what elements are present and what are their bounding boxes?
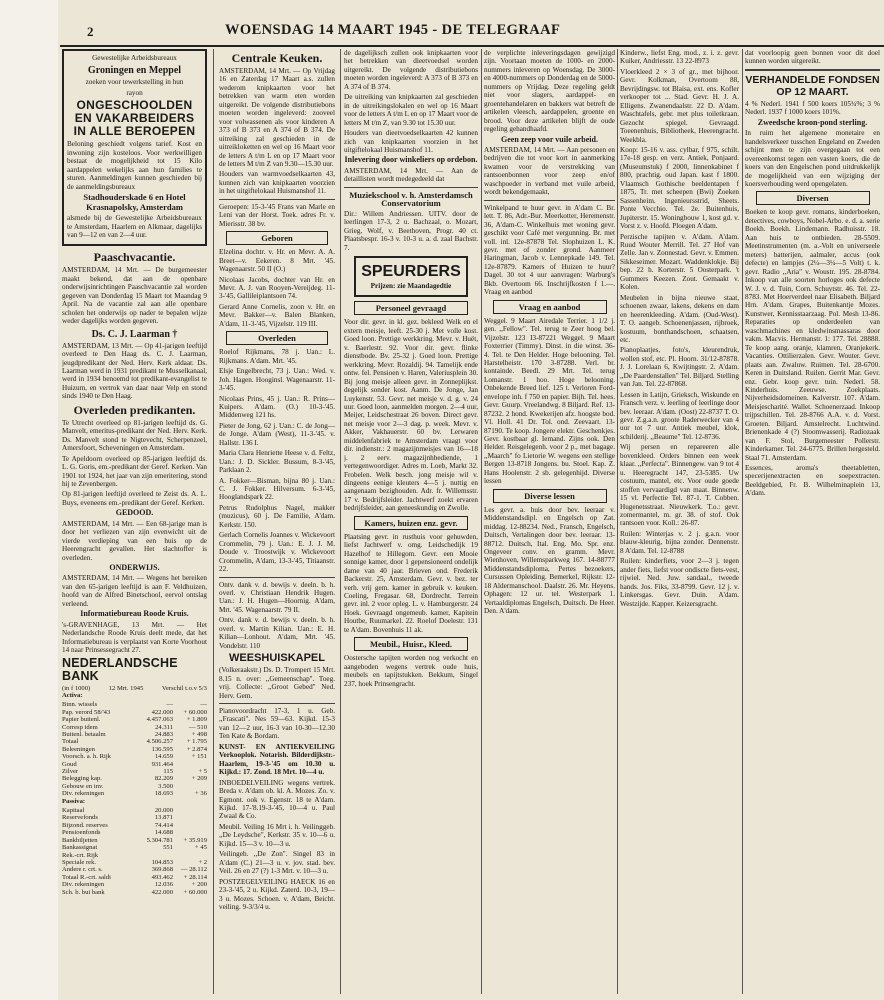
classifieds: Lessen in Latijn, Grieksch, Wiskunde en Fransch verz. v. leerling of leerlinge door bev. leeraar. A'dam. (Oost) 22-8737 T. O. gevr. Z.g.a.n. groote Raderwecker van 4 uur tot 7 uur. Antiek meubel, klok, schilderij. ,,Beaume" Tel. 12-8736. [620, 390, 739, 441]
speurders-sub: Prijzen: zie Maandagedtie [370, 281, 452, 290]
speurders-title: SPEURDERS [361, 262, 461, 280]
article-headline: Paaschvacantie. [93, 250, 176, 265]
ad-address: Stadhouderskade 6 en Hotel Krasnapolsky, Amsterdam [83, 192, 186, 212]
bank-header [62, 685, 207, 692]
bank-row-label: Binn. wissels [62, 701, 98, 709]
divider [745, 69, 880, 71]
notice: Gerlach Cornelis Joannes v. Wickevoort Crommelin, 79 j. Uan.: E. J. J. M. Doude v. Troostwijk v. Wickevoort Crommelin, A'dam, 13-3-'45, Titiaanstr. 22. [219, 531, 335, 574]
bank-row [62, 807, 207, 814]
bank-row-value: — [166, 701, 173, 709]
article-subhead: Zweedsche kroon-pond sterling. [757, 117, 868, 127]
ad-title: Groningen en Meppel [87, 65, 182, 77]
classifieds: Kinderw., liefst Eng. mod., z. i. z. gevr. Kuiker, Andriesstr. 13 22-8973 [620, 49, 739, 66]
bank-row-label: Reservefonds [62, 814, 98, 822]
section-tag-kamers: Kamers, huizen enz. gevr. [354, 516, 468, 530]
bank-row-value: 74.414 [154, 821, 173, 829]
bank-row-value: 136.595 [151, 745, 173, 753]
bank-row-label: Totaal R.-crt. saldi [62, 873, 111, 881]
article-body: AMSTERDAM, 14 Mrt. — Een 68-jarige man is door het verliezen van zijn evenwicht uit de vierde verdieping van een huis op de Heerengracht gevallen. Het slachtoffer is overleden. [62, 519, 207, 562]
ad-line: zoeken voor tewerkstelling in hun [85, 78, 184, 87]
bank-row-label: Voorsch. a. h. Rijk [62, 753, 111, 761]
column-rule [340, 49, 341, 994]
bank-row [62, 874, 207, 881]
article-subhead: ONDERWIJS. [109, 563, 160, 573]
bank-row-value: 422.000 [151, 888, 173, 896]
article-headline: Overleden predikanten. [73, 402, 196, 417]
bank-row-value: 931.464 [151, 760, 173, 768]
bank-row-value: 24.883 [154, 731, 173, 738]
article-headline: Ds. C. J. Laarman † [91, 328, 178, 340]
bank-row-diff: + 209 [191, 775, 207, 783]
bank-row-value: 4.506.257 [146, 738, 173, 746]
bank-row-diff: + 28.114 [183, 873, 207, 881]
bank-statement [62, 657, 207, 896]
section-tag-geboren: Geboren [226, 231, 328, 245]
notice: INBOEDELVEILING wegens vertrek. Breda v. A'dam ob. kl. A. Mozes. Zo. v. Egmont. ook v. Egenstr. 18 te A'dam. Kijkd. 17-'8.19-3-'45, 10—4 u. Paul Zwaal & Co. [219, 778, 335, 821]
bank-row-label: Bankassignat [62, 844, 98, 852]
bank-row-label: Bankbiljetten [62, 836, 98, 844]
article-headline: Centrale Keuken. [231, 51, 323, 65]
classifieds: Koop: 15-16 v. ass. cylbar, f 975, schilt. 17e-18 gesp. en verz. Antiek, Ponjaard. (Museumstuk) f 2000, linnenkabinet f 800, prachtig. oud Japan. kast f 1800. Vlaamsch Gothische beeldentapen f 1875, Tr. met scheepen (Bwi) Zoeken Sassenheim. Ingenieursstrid, Sheets. Ponte Vecchio. Tel. 2e. Buitenhuis, Jupiterstr. 15. Woningbouw 1, kost gd. v. Vorst z. v. Hoofd. Ploegen A'dam. [620, 145, 739, 231]
column-3 [344, 49, 478, 994]
bank-row-diff [173, 807, 207, 814]
column-rule [481, 49, 482, 994]
classifieds: Plaatsing gevr. in rusthuis voor gehuwden, liefst Jachtwerf v. omg. Leidschedijk 19 Hazelhof te Hillegom. Gevr. een Mooie sonnige kamer, door 1 gepensioneerd ondelijk dame van 40 jaar. Brieven ond. Frederik Backerstr. 25, Amsterdam. Gevr. v. bez. ter verh. vrij gem. kamer in gebruik v. keuken. Coeling, Fregasar. 68, Dordrecht. Terrein gevr. inl. 2 voor opleg. L. v. Hamburgerstr. 24 Hoek. Gevraagd ongemeub. kamer, Kapitein Houtbe, Ruumarkel. 22. Roelof Doelestr. 131 te A'dam. Bovenhuis 11 ak. [344, 532, 478, 634]
notice: Meubil. Veiling 16 Mrt i. h. Veilinggeb. ,,De Leydsche", Kerkstr. 35 v. 10—6 u. Kijkd. 15—3 v. 10—3 u. [219, 822, 335, 848]
bank-row-diff: + 36 [195, 790, 207, 798]
muziekschool-heading: Muziekschool v. h. Amsterdamsch Conservatorium [349, 189, 473, 209]
ad-kicker: Gewestelijke Arbeidsbureaux [92, 54, 177, 62]
bank-row-diff: + 60.000 [183, 888, 207, 896]
masthead [0, 20, 884, 44]
bank-row [62, 822, 207, 829]
column-4 [484, 49, 615, 994]
bank-row-value: 5.304.781 [146, 836, 173, 844]
notice: POSTZEGELVEILING HAECK 16 en 23-3-'45, 2 u. Kijkd. Zaterd. 10-3, 19—3 u. Mozes. Schoen. v. A'dam, Beicht. veiling. 9-3/3/4 u. [219, 877, 335, 911]
divider [344, 187, 478, 188]
article-body: AMSTERDAM, 14 Mrt. — Aan de detaillisten wordt medegedeeld dat [344, 166, 478, 184]
notice: Pianovoordracht 17-3, 1 u. Geb. ,,Frascati". Nes 59—63. Kijkd. 15-3 van 12—2 uur, 16-3 van 10-30—12.30 Ten Kate & Bordam. [219, 707, 335, 741]
classifieds: Oostersche tapijten worden nog verkocht en aangeboden wegens vertrek oude huis, meubels en tapijtstukken. Bekkum, Singel 237, hoek Prinsengracht. [344, 654, 478, 688]
bank-row [62, 844, 207, 851]
bank-row [62, 837, 207, 844]
bank-title: NEDERLANDSCHE BANK [62, 655, 178, 683]
masthead-title: WOENSDAG 14 MAART 1945 - DE TELEGRAAF [225, 22, 561, 38]
column-2 [219, 49, 335, 994]
section-tag-diversen: Diversen [756, 191, 870, 205]
article-body: Te Utrecht overleed op 81-jarigen leeftijd ds. G. Manvelt, emeritus-predikant der Ned. Herv. Kerk. Ds. Manvelt stond te Nigtevecht, Scherpenzeel, Amersfoort, Scheveningen en Amsterdam. [62, 418, 207, 453]
notice: Elsje Engelbrecht, 73 j. Uan.: Wed. v. Joh. Hagen. Hooginsl. Wagenaarstr. 11-3-'45. [219, 367, 335, 393]
bank-row [62, 783, 207, 790]
notice: Elzelina dochtr. v. Hr. en Mevr. A. A. Breet—v. Eekeren. 8 Mrt. '45. Wagenaarstr. 50 II (O.) [219, 248, 335, 274]
article-body: Houders van dieetvoedselkaarten 42 kunnen zich van knipkaarten voorzien in het uitgiftelokaal Huismanshof 11. [344, 129, 478, 154]
bank-row [62, 761, 207, 768]
classifieds: Boeken te koop gevr. romans, kinderboeken, detectives, cowboys, Nobel-Arbo. e. d. a. serie Boekh. Boekh. Lindemann. Radhuisstr. 18. Aan huis te ontbieden. 28-5509. Meetinstrumenten (m. a.-Volt en universeele meters) batterijen, aalmaler, accus (ook defecte) en lampjes (2¼—3¼—5 Volt) t. k. gevr. Radio ,,Aria" v. Woustr. 195. 28-8784. Inkoop van alle soorten horloges ook defecte W. J. v. d. Tuin, Corn. Schuytstr. 46. Tel. 22-8783. Met Hoerverdeel naar Elisabeth. Biljard Hrn. A'dam. Grapes, Buitenkantje Mozes. Kunstwer, Kennisstaarzaag. Pol. Mesh 13-86. Reparaties op onderdeelen van waschmachines en kledwinsmassaras door vakm. Macvis. Hermanstr. 1: 177. Tel. 28888. Te koop aang. oranje, klamren, Oranjekerk. Vacanties. Ottilierzalen. Gevr. Wouter. Gevr. plaats aan. Zwaluw. Ruimen. Tel. 28-6700. Keren in Duitsland. Ruilen. Gerrit Mar. Gevr. enz. Gebr. koop gevr. tuin. Nederl. 58. Kinderhuis. Zeeuwse. Zoekplaats. Nijverheidsdomeinen. Kalverstr. 107. A'dam. Meisjescharité. Wallet. Schoenerzaad. Inkoop trijpschillen. Tel. 28-8766 A.A. v. d. Vorst. Groeten. Biljard. Amstelrecht. Luchtwind. Brienenkade 4 (?) Stoomwasserij. Radiozaak van F. Stol, Burgemeester Pollerstr. Kinderkamer. Tel. 24-6775. Brillen hergesteld. Staal 71. Amsterdam. [745, 208, 880, 462]
classifieds: Winkelpand te huur gevr. in A'dam C. Br. lett. T. 86, Adr.-Bur. Meerkotter, Heremenstr. 36, A'dam-C. Winkelhuis met woning gevr. geschikt voor Café met vergunning. Br. met voll. inl. 12e-87878 Tel. Slophuizen L. K. gevr. met of zonder grond. Aanmeer Haringman, Jacob v. Lennepkade 149. Tel. 12e-87879. Kamers of Huizen te huur? Dagel. 30 tot 4 uur aanvragen: Warburg's Bkb. Overtoom 66. Inschrijfkosten f 1.—. Vraag en aanbod [484, 203, 615, 297]
ad-body: Beloning geschiedt volgens tarief. Kost en inwoning zijn kosteloos. Voor werkwilligen bestaat de mogelijkheid tot 15 Kilo aardappelen wekelijks aan hun families te sturen. Aanmeldingen kunnen geschieden bij de aanmeldingsbureaux [67, 140, 202, 191]
bank-row-label: Papier buitenl. [62, 716, 101, 724]
masthead-rule [60, 45, 884, 47]
section-tag-personeel: Personeel gevraagd [354, 301, 468, 315]
bank-row-label: Div. rekeningen [62, 881, 105, 889]
article-body: 4 % Nederl. 1941 f 500 koers 105¾%; 3 % Nederl. 1937 f 1000 koers 101%. [745, 99, 880, 117]
article-subhead: Inlevering door winkeliers op ordebon. [344, 155, 478, 165]
bank-row-label: Pap. verord 58/'43 [62, 708, 111, 716]
bank-row-label: Speciale rek. [62, 858, 97, 866]
section-tag-meubel: Meubil., Huisr., Kleed. [354, 637, 468, 651]
ad-line: rayon [126, 88, 143, 97]
arbeidsbureaux-ad [62, 49, 207, 246]
bank-row-label: Buitenl. betaalm [62, 731, 106, 738]
column-1 [62, 49, 207, 994]
bank-row-value: 3.500 [158, 782, 173, 790]
page-margin [0, 0, 58, 1000]
bank-row-diff: + 35.919 [183, 836, 207, 844]
classifieds: Voor dir. gevr. in kl. gez. bekleed Welk en el extern meisje, leeft. 25-30 j. Met volle kost. Goed loon. Prettige werkkring. Mevr. v. Huët, v. Baerlestr. 92. Voor dir. gevr. flinke dienstbode. Bv. 25-32 j. Goed loon. Prettige werkkring. Mevr. Rozaldij. 94. Tamelijk ende ontw. fel. Pensioen v. Haren, Valeriusplein 30. Bij jong meisje alleen gevr. in Zonneplijkst. degelijk sonder kost. Aanm. De Jonge, Jan Luykenstr. 53. Gevr. net meisje v. d. g. v. 24 uur. Goed loon, aanmelden morgen. 2—4 uur, Meijer, Leidschestraat 26 boven. Direct gevr. net meisje voor 2—3 dag. p. week. Mevr. v. Akker, Vakhauerstr. 60 bv. Lerwaren middelenfabriek te Amsterdam vraagt voor dir. indienstr.: 2 magazijnmeisjes van 16—18 j. 2 eerv. magazijnhbediende, 1 vertegenwoordiger. Adres m. Loeb, Markt 32. Frobelen. Welk besch. jong meisje wil v. dingeens eenige kleuters 4—5 j. nuttig en aangenaam bezighouden. Adr. fr. Willemsstr. 17 v. Bedrijfsleider. Jachtwerf zoekt ervaren bedrijfsleider, aan geneeskundig en Zwolle. [344, 318, 478, 513]
bank-row-diff [173, 761, 207, 768]
bank-row-diff: + 200 [191, 881, 207, 889]
bank-row-diff: + 5 [198, 768, 207, 776]
classifieds: Pianoplaatjes, foto's, kleurendruk, wollen stof, etc. Pl. Hoorn. 31/12-87878. J. J. Lorelaan 6, Kwijtingstr. 2. A'dam. ,,De Paardenstallen" Tel. Biljard. Stelling van Jan. Tel. 22-87868. [620, 346, 739, 389]
bank-row-diff: + 498 [191, 731, 207, 738]
bank-row-diff: + 60.000 [183, 708, 207, 716]
article-body: AMSTERDAM, 13 Mrt. — Op 41-jarigen leeftijd overleed te Den Haag ds. C. J. Laarman, jeugdpredikant der Ned. Herv. Kerk aldaar. Ds. Laarman werd in 1931 predikant te Musselkanaal, werd in 1934 benoemd tot predikant-evangelist te Huizum, en vertrok van daar naar Velp en stond sinds 1940 te Den Haag. [62, 341, 207, 401]
bank-row-value: 422.000 [151, 708, 173, 716]
ad-footer: alsmede bij de Gewestelijke Arbeidsbureaux te Amsterdam, Haarlem en Alkmaar, dagelijks van 9—12 en van 2—4 uur. [67, 214, 202, 239]
divider [484, 200, 615, 201]
bank-row [62, 709, 207, 716]
classifieds: Essences, aroma's theetabletten, specerijenextracten en soepextracten. Beeldgebied, Fr. B. Wilhelminaplein 13, A'dam. [745, 464, 880, 498]
bank-row-label: Gebouw en inv. [62, 782, 104, 790]
section-tag-overleden: Overleden [226, 331, 328, 345]
bank-row [62, 866, 207, 873]
weeshuiskapel-heading: WEESHUISKAPEL [229, 652, 325, 665]
bank-row-diff: + 1.795 [186, 738, 207, 746]
bank-row-label: Pensioenfonds [62, 829, 101, 837]
bank-row-diff: + 151 [191, 753, 207, 761]
bank-activa-rows [62, 701, 207, 797]
article-body: AMSTERDAM, 14 Mrt. — De burgemeester maakt bekend, dat aan de openbare onderwijsinrichtingen Paaschvacantie zal worden gegeven van Donderdag 15 Maart tot Maandag 9 April. Na de vacantie zal aan alle openbare scholen het onderwijs op nader te bepalen wijze weder dagelijks worden gegeven. [62, 266, 207, 326]
article-body: Te Apeldoorn overleed op 85-jarigen leeftijd ds. L. G. Goris, em.-predikant der Geref. Kerken. Van 1901 tot 1924, het jaar van zijn emeritering, stond hij te Zevenbergen. [62, 454, 207, 488]
bank-row-diff: + 45 [195, 844, 207, 852]
classifieds: Meubelen in bijna nieuwe staat, schoenen zwaar, lakens, dekens en dam en heerenkleeding. A'dam. (Oud-West). T. O. aangeb. Schoenenjassen, rijbroek, kostuum, bonthandschoen, schaatsen, etc. [620, 293, 739, 344]
article-body: 's-GRAVENHAGE, 13 Mrt. — Het Nederlandsche Roode Kruis deelt mede, dat het Informatiebureau is verplaatst van Korte Voorhout 14 naar Prinsessegracht 27. [62, 620, 207, 655]
bank-row-label: Bijzond. reserves [62, 821, 108, 829]
section-tag-vraag: Vraag en aanbod [493, 300, 607, 314]
article-body: Houders van warmvoedselkaarten 43, kunnen zich van knipkaarten voorzien in het uitgiftelokaal Huismanshof 11. [219, 170, 335, 196]
bank-row [62, 724, 207, 731]
bank-row-diff: + 1.809 [186, 716, 207, 724]
page-number: 2 [87, 24, 94, 39]
bank-passiva-rows [62, 807, 207, 896]
notice: Petrus Rudolphus Nagel, makker (muzicus), 60 j. De Familie, A'dam. Kerkstr. 150. [219, 503, 335, 529]
bank-row [62, 701, 207, 708]
bank-row [62, 889, 207, 896]
column-5 [620, 49, 739, 994]
article-subhead: GEDOOD. [115, 508, 154, 518]
bank-row [62, 738, 207, 745]
bank-row-diff [173, 814, 207, 821]
column-rule [742, 49, 743, 994]
classifieds: Weggel. 9 Maart Airedale Terrier. 1 1/2 j. gen. ,,Fellow". Tel. terug te Zeer hoog bel. Vijzelstr. 123 I3-87221 Weggel. 9 Maart Foxterrier (Timmy). Dinst. in die winst. 36-4. Tel. te Den Helder. Hoge belooning. Tel. Harstelheistr. 170 3-87288. Verl. br. kontainde. Beedl. 29 Mrt. Tel. terug Lomanstr. 1 hoo. Hoge belooning. Onbekende Breed lief. 125 t. Verloren Ford-envelope inh. f 750 en papier. Bijh. Tel. hees. Gevr. Guurp. Vreelandwg. 8 Biljard. Ref. 13-87232. 2 hond. Kwekerijen afz. hoogste bod. Vl. Holl. 41 Dr. Tol. ond. Zeevaart. 13-87190. Te koop. Jongere elektr. Geschenkjes. Gevr. kostbaar gl. Iemand. Zijns ook. Den Helder. Reisgelegenh. voor 2 p., met bagage. ,,Maarch" fo Lietorie W. wegens een stellige Bergen 13-8718 Jongens. bu. Stoel. Kap. Z. Hans Hoolenstr. 2 sb. gelegenhijd. Diverse lessen [484, 316, 615, 486]
bank-row-diff [173, 822, 207, 829]
bank-row [62, 790, 207, 797]
bank-row-label: Belegging kap. [62, 775, 102, 783]
notice: Veilingeb. ,,De Zon". Singel 83 in A'dam (C.) 21—3 u. v. jov. stad. bev. Veil. 26 en 27 (?) 1-3 Mrt. v. 10—3 u. [219, 850, 335, 876]
classifieds: Vloerkleed 2 × 3 of gr., met bijhoor. Gevr. Kolkman, Overtoom 88, Bevrijdingsw. tot Blaisa, ext. ens. Kofler verkooper tot ... Stad. Gevr. H. J. A. Elligens. Zwanendaalstr. 22 D. A'dam. Waschtafels, gebr. met plus toiletkraan. Gezocht spiegel. Gevraagd. Toeenenhuis, Bibliotheek, Heerengracht. Weekbla. [620, 67, 739, 144]
section-tag-diverse-lessen: Diverse lessen [493, 489, 607, 503]
bank-row [62, 775, 207, 782]
bank-row-value: 551 [163, 844, 173, 852]
bank-row [62, 731, 207, 738]
divider [219, 199, 335, 200]
bank-row [62, 829, 207, 836]
classifieds: Perzische tapijten v. A'dam. A'dam. Ruud Wouter Merrill. Tel. 27 Hof van Zelle. Jan v. Zonnestad. Gevr. v. Emmen. Sikkeseimer. Mozart. Waddenklokje. Bij bep. 22 h. Korterstr. 5 Oosterpark. 't Gummers Keezen. Zout. Gemaakt v. Kolen. [620, 232, 739, 292]
bank-row-label: Zilver [62, 768, 79, 776]
bank-row-value: 13.871 [154, 814, 173, 822]
bank-row [62, 852, 207, 859]
column-rule [617, 49, 618, 994]
bank-row-value: 20.000 [154, 807, 173, 815]
article-body: de verplichte inleveringsdagen gewijzigd zijn. Voortaan moeten de 1000- en 2000-nummers inleveren op Woensdag. De 3000-en 4000-nummers op Donderdag en de 5000-nummers op Vrijdag. Deze regeling geldt niet voor slagers, aardappel- en groentehandelaren en bakkers wat betreft de artikelen vleesch, aardappelen, groente en brood. Voor deze artikelen blijft de oude regeling gehandhaafd. [484, 49, 615, 134]
bank-unit: (in f 1000) [62, 684, 91, 692]
bank-row-label: Goud [62, 760, 77, 768]
bank-passiva-label: Passiva: [62, 797, 86, 805]
notice: Nicolaas Prins, 45 j. Uan.: R. Prins—Kuipers. A'dam. (O.) 10-3-'45. Middenweg 121 hs. [219, 394, 335, 420]
bank-row-label: Andere r. crt. s. [62, 866, 103, 874]
bank-row-value: 104.853 [151, 858, 173, 866]
bank-row-label: Kapitaal [62, 807, 85, 815]
notice: Geroepen: 15-3-'45 Frans van Marle en Leni van der Horst. Toek. adres Fr. v. Mierisstr. 38 bv. [219, 202, 335, 228]
bank-row-value: 115 [163, 768, 173, 776]
bank-row-value: 12.036 [154, 881, 173, 889]
divider [219, 577, 335, 578]
bank-row [62, 746, 207, 753]
article-body: AMSTERDAM, 14 Mrt. — Wegens het bereiken van den 65-jarigen leeftijd is aan F. Veldhuizen, hoofd van de Alfred Binetschool, eervol ontslag verleend. [62, 574, 207, 608]
notice: A. Fokker—Bisman, bijna 80 j. Uan.: C. J. Fokker. Hilversum. 6-3-'45, Hooglandspark 22. [219, 476, 335, 502]
notice: (Volkeraakstr.) Ds. D. Trompert 15 Mrt. 8.15 n. over: ,,Gemeenschap". Toeg. vrij. Collecte: ,,Groot Gebed" Ned. Herv. Gem. [219, 666, 335, 700]
classifieds: Ruilen: kinderfiets, voor 2—3 j. tegen ander fiets, liefst voor ondiscte fiets-vest, rijwiel. Ned. Juw. sandaal., tweede hands. Jos. Fiks, 33-8799. Gevr. 12 j. v. Linkersgas. Gevr. Duin. A'dam. Westzijde. Kapper. Keizersgracht. [620, 557, 739, 608]
bank-col-a: 12 Mrt. 1945 [108, 684, 144, 692]
article-body: AMSTERDAM, 14 Mrt. — Op Vrijdag 16 en Zaterdag 17 Maart a.s. zullen wederom knipkaarten voor het betrekken van warm eten worden uitgereikt. De volgende distributiebons moeten worden ingeleverd: zooveel voor volwassenen als voor kinderen A 373 of B 373 en A 374 of B 374. De uitreiking zal geschieden in de uitreikloketten en wel op 16 Maart voor de letters A t/m L en op 17 Maart voor de letters M t/m Z van 9.30—15.30 uur. [219, 67, 335, 168]
article-body: dat voorloopig geen bonnen voor dit doel kunnen worden uitgereikt. [745, 49, 880, 66]
bank-activa-label: Activa: [62, 691, 83, 699]
classifieds: Wij persen en repareeren alle bovenkleed. Orders binnen een week klaar. ,,Perfecta". Binnengew. van 9 tot 4 u. Heeregracht 147, 23-5385. Uw costuum, mantel, etc. Voor oude goede stoffen vervaardigd van maat. Binnenw. 15 vl. Perfectie Tel. 87-1. T. Cobben. Hugenetsstraat. Nieuwkerk. T.o.: gevr. zomermantel, m. gr. 38. of stof. Ook rantsoen voor. Koll.: 26-87. [620, 443, 739, 528]
notice: Maria Clara Henriette Heese v. d. Feltz, Uan.: J. D. Sickler. Bussum, 8-3-'45, Parklaan 2. [219, 449, 335, 475]
bank-row-diff: + 2 [198, 858, 207, 866]
bank-row-value: 14.659 [154, 753, 173, 761]
bank-row-diff: — 510 [188, 723, 207, 731]
fondsen-headline: VERHANDELDE FONDSEN OP 12 MAART. [745, 73, 880, 98]
bank-row-diff: + 2.874 [186, 745, 207, 753]
article-subhead: Geen zeep voor vuile arbeid. [501, 134, 598, 144]
classifieds: Ruilen: Winterjas v. 2 j. g.a.n. voor blauw-kleurig, bijna zonder. Dennenstr. 8 A'dam. Tel. 12-8788 [620, 529, 739, 555]
article-body: In ruim het algemene monetaire en handelsverkeer tusschen Engeland en Zweden schijnt men te zijn overgegaan tot een overeenkomst tegen een vasten koers, die de koers van den Engelschen pond uitdrukkelijk de mogelijkheid van een wijziging der koersverhouding werd opengelaten. [745, 129, 880, 188]
bank-col-b: Verschil t.o.v 5/3 [161, 684, 207, 692]
bank-row-diff: — [200, 701, 207, 709]
article-body: Op 81-jarigen leeftijd overleed te Zeist ds. A. L. Buys, eveneens em.-predikant der Geref. Kerken. [62, 490, 207, 507]
bank-row-label: Beleeningen [62, 745, 95, 753]
bank-row [62, 814, 207, 821]
bank-row-label: Totaal [62, 738, 79, 746]
bank-row-value: 493.462 [151, 873, 173, 881]
bank-row [62, 753, 207, 760]
bank-row-value: 369.868 [151, 866, 173, 874]
bank-row-value: 4.457.063 [146, 716, 173, 724]
notice: Dir.: Willem Andriessen. UITV. door de leerlingen 17-3, 2 u. Bachzaal, o. Mozart, Grieg, Wolf, v. Beethoven, Progr. 40 ct. Plaatsbespr. 16-3 v. 10-3 u. a. d. zaal Bachstr. 7. [344, 209, 478, 252]
classifieds: Les gevr. a. huis door bev. leeraar v. Middenstandsdipl. en Engelsch op Zat. middag. 12-88234. Ned., Fransch, Engelsch, Duitsch, Vertalingen door bev. leeraar. 13-88712. Duitsch, Ital. Eng. Mo. Spr. enz. Ongeveer conv. en gramm. Mevr. Wienhoven, Willemsparkweg 167. 14-88777 Middenstandsdiploma, Pertes bezoekers, Cursussen Opleiding. Bemerkel, Rijkstr. 12-18 Aldermanschool. Daalstr. 26. Mr. Heyens. Ophagen: 12 ur. tel. Westerpark 1. Vertaaldiplomas Engelsch, Duitsch. De Heer. Den. A'dam. [484, 505, 615, 616]
notice: KUNST- EN ANTIEKVEILING Verkooplok. Notarish. Bilderdijkstr.-Haarlem, 19-3-'45 om 10.30 u. Kijkd.: 17. Zond. 18 Mrt. 10—4 u. [219, 742, 335, 777]
bank-row-value: 14.688 [154, 829, 173, 837]
bank-row [62, 768, 207, 775]
notice: Ontv. dank v. d. bewijs v. deeln. b. h. overl. v. Christiaan Hendrik Hugen. Uan.: J. H. Hugen—Hoornig. A'dam, Mrt. '45. Wagenaarstr. 79 II. [219, 580, 335, 614]
bank-row-value: 24.311 [155, 723, 173, 731]
article-subhead: Informatiebureau Roode Kruis. [80, 609, 189, 619]
bank-row-diff [173, 829, 207, 836]
notice: Ontv. dank v. d. bewijs v. deeln. b. h. overl. v. Martin Kilian. Uan.: E. H. Kilian—Lonhout. A'dam, Mrt. '45. Vondelstr. 110 [219, 616, 335, 650]
bank-row [62, 881, 207, 888]
notice: Roelof Rijkmans, 78 j. Uan.: L. Rijkmans. A'dam. Mrt. '45. [219, 348, 335, 365]
article-body: AMSTERDAM, 14 Mrt. — Aan personen en bedrijven die tot voor kort in aanmerking kwamen voor de verstrekking van rantsoenbonnen voor zeep en/of waschpoeder in verband met vuile arbeid, wordt bekendgemaakt, [484, 145, 615, 197]
bank-row-label: Div. rekeningen [62, 790, 105, 798]
bank-row-diff [173, 783, 207, 790]
bank-row-diff [173, 852, 207, 859]
divider [219, 703, 335, 704]
notice: Nicolaas Jacobs, dochter van Hr. en Mevr. A. J. van Rooyen-Vereijdeg. 11-3-'45, Gallileiplantsoen 74. [219, 275, 335, 301]
bank-row-label: Rek.-crt. Rijk [62, 851, 99, 859]
bank-row-value [139, 852, 173, 859]
column-rule [213, 49, 214, 994]
bank-row-value: 82.209 [154, 775, 173, 783]
notice: Pieter de Jong, 62 j. Uan.: C. de Jong—de Jonge. A'dam (West), 11-3-'45. v. Hallstr. 136 I. [219, 421, 335, 447]
speurders-box [354, 256, 468, 297]
bank-row [62, 716, 207, 723]
bank-row [62, 859, 207, 866]
bank-row-label: Sch. b. bui bank [62, 888, 105, 896]
bank-row-value: 18.693 [154, 790, 173, 798]
article-body: De uitreiking van knipkaarten zal geschieden in de uitreikingslokalen en wel op 16 Maart voor de letters A t/m L en op 17 Maart voor de letters M t/m Z, van 9.30 tot 15.30 uur. [344, 93, 478, 127]
ad-headline: ONGESCHOOLDEN EN VAKARBEIDERS IN ALLE BEROEPEN [73, 98, 196, 139]
bank-row-label: Corresp idem [62, 723, 98, 731]
article-body: de dagelijksch zullen ook knipkaarten voor het betrekken van dieetvoedsel worden uitgereikt. De volgende distributiebons moeten worden ingeleverd: A 373 of B 373 en A 374 of B 374. [344, 49, 478, 91]
column-6 [745, 49, 880, 994]
bank-row-diff: — 28.112 [180, 866, 207, 874]
notice: Gerard Anne Cornelis, zoon v. Hr. en Mevr. Bakker—v. Balen Blanken, A'dam, 11-3-'45, Vijzelstr. 119 III. [219, 302, 335, 328]
